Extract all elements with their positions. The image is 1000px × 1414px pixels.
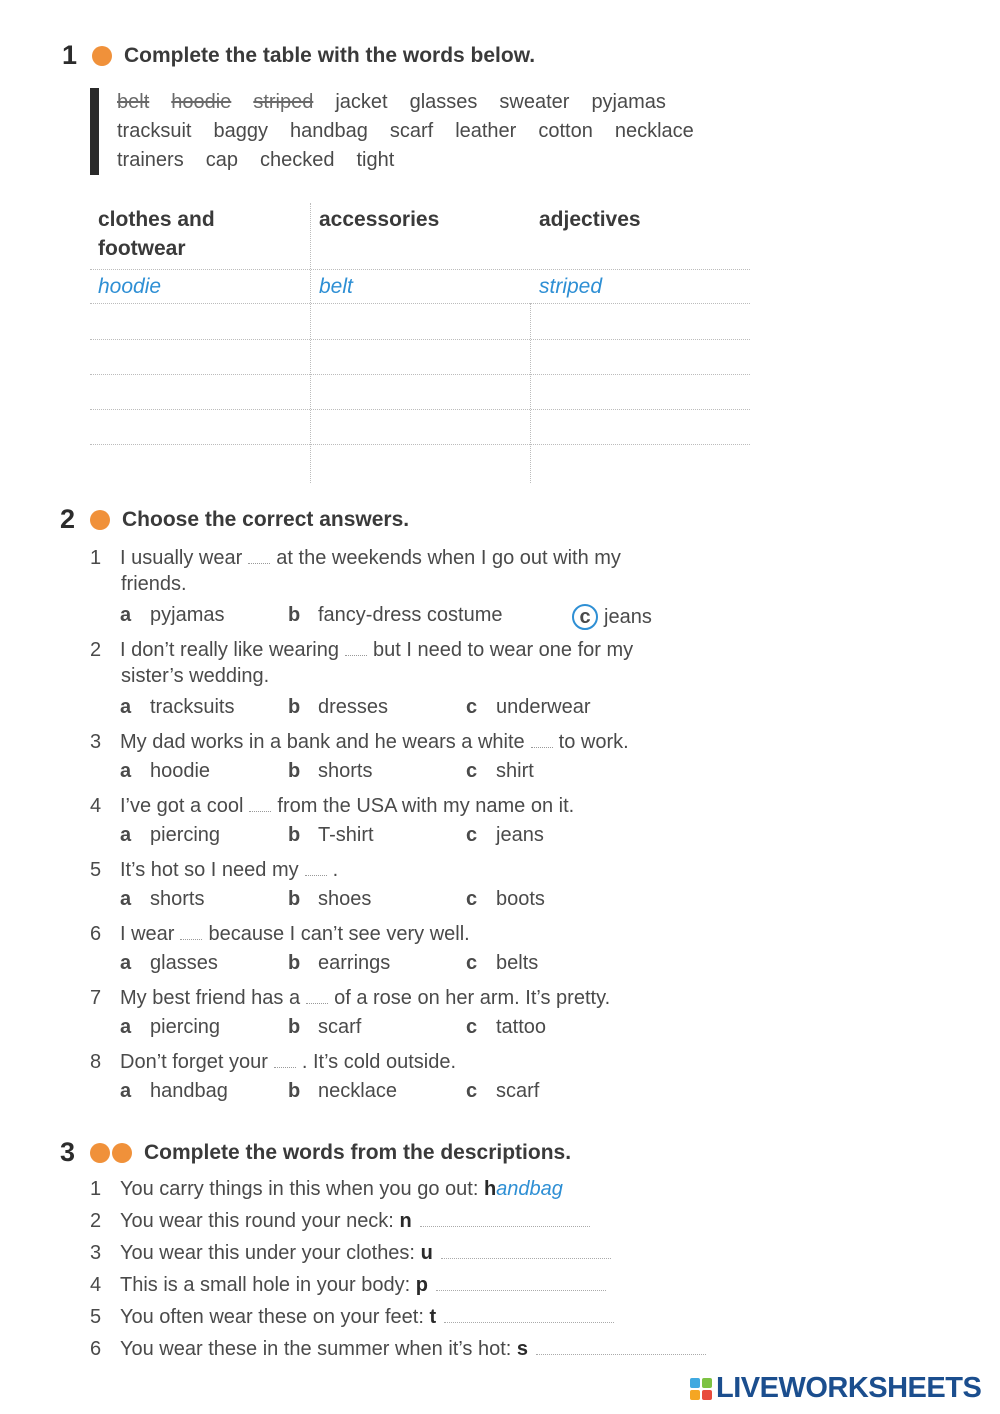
word-box-line (117, 146, 740, 175)
vocabulary-table (90, 203, 750, 483)
answer-options (120, 824, 720, 854)
word-start-letter: p (415, 1274, 428, 1296)
option-letter: c (572, 604, 598, 630)
option-letter: b (288, 1080, 301, 1102)
answer-option-b[interactable] (288, 604, 503, 627)
option-letter: a (120, 824, 132, 846)
answer-option-a[interactable] (120, 1016, 220, 1039)
answer-blank[interactable] (444, 1307, 614, 1323)
description-text: You wear this round your neck: (120, 1210, 394, 1232)
word-box-word: cap (205, 149, 238, 171)
option-text: shirt (496, 760, 534, 782)
word-box-word: trainers (117, 149, 184, 171)
logo-text: LIVEWORKSHEETS (716, 1372, 982, 1404)
question-text-before: I’ve got a cool (120, 795, 244, 817)
description-item (90, 1210, 590, 1233)
option-text: dresses (318, 696, 389, 718)
answer-option-b[interactable] (288, 696, 388, 719)
question-text-after: . It’s cold outside. (301, 1051, 457, 1073)
answer-option-a[interactable] (120, 604, 224, 627)
table-example-accessories: belt (319, 275, 353, 298)
option-text: earrings (318, 952, 391, 974)
description-text: You wear these in the summer when it’s hot: (120, 1338, 512, 1360)
description-item (90, 1178, 563, 1201)
question-text-after: because I can’t see very well. (208, 923, 470, 945)
description-text: You carry things in this when you go out: (120, 1178, 479, 1200)
exercise-title: Complete the table with the words below. (124, 43, 536, 67)
option-letter: a (120, 696, 132, 718)
exercise-title: Choose the correct answers. (122, 507, 410, 531)
answer-gap[interactable] (345, 640, 367, 656)
answer-options (120, 760, 720, 790)
table-header-clothes: clothes and footwear (98, 208, 215, 260)
answer-gap[interactable] (531, 732, 553, 748)
word-box-word: striped (253, 91, 314, 113)
difficulty-dot-icon (112, 1143, 132, 1163)
option-letter: c (466, 824, 478, 846)
option-text: handbag (150, 1080, 228, 1102)
answer-option-a[interactable] (120, 888, 204, 911)
option-letter: a (120, 1080, 132, 1102)
word-box-word: glasses (409, 91, 478, 113)
option-letter: a (120, 1016, 132, 1038)
answer-options (120, 604, 720, 634)
word-box-word: checked (259, 149, 335, 171)
question-number: 6 (90, 923, 102, 945)
question-text-before: I usually wear (120, 547, 243, 569)
question-number: 7 (90, 987, 102, 1009)
option-text: shorts (150, 888, 205, 910)
question (90, 728, 629, 757)
word-box-word: jacket (335, 91, 388, 113)
question-text-after: but I need to wear one for my (373, 639, 634, 661)
question-text-before: Don’t forget your (120, 1051, 268, 1073)
item-number: 6 (90, 1338, 102, 1360)
option-letter: b (288, 1016, 301, 1038)
question-continuation: friends. (121, 573, 187, 595)
answer-gap[interactable] (274, 1052, 296, 1068)
question (90, 984, 610, 1013)
option-letter: c (466, 1016, 478, 1038)
option-letter: a (120, 888, 132, 910)
answer-options (120, 1080, 720, 1110)
question (90, 544, 621, 573)
option-letter: c (466, 888, 478, 910)
answer-option-a[interactable] (120, 760, 210, 783)
answer-option-c[interactable] (466, 888, 545, 911)
answer-option-c[interactable] (466, 824, 544, 847)
question (90, 856, 338, 885)
option-letter: c (466, 760, 478, 782)
word-box-word: leather (455, 120, 517, 142)
answer-option-c[interactable] (466, 952, 538, 975)
word-start-letter: s (516, 1338, 529, 1360)
answer-options (120, 1016, 720, 1046)
exercise-number: 2 (60, 504, 76, 534)
description-text: You wear this under your clothes: (120, 1242, 415, 1264)
answer-option-b[interactable] (288, 888, 371, 911)
question (90, 636, 633, 665)
option-text: piercing (150, 824, 221, 846)
option-text: necklace (318, 1080, 397, 1102)
word-start-letter: n (399, 1210, 412, 1232)
word-box-word: tracksuit (117, 120, 192, 142)
word-box-word: cotton (538, 120, 593, 142)
word-box-word: belt (117, 91, 150, 113)
word-box (90, 88, 740, 175)
difficulty-dots (90, 510, 110, 530)
question-text-before: My dad works in a bank and he wears a white (120, 731, 525, 753)
word-box-word: baggy (213, 120, 268, 142)
question (90, 1048, 456, 1077)
question-number: 2 (90, 639, 102, 661)
exercise-2-header (60, 504, 409, 535)
option-text: underwear (496, 696, 591, 718)
difficulty-dots (92, 46, 112, 66)
option-text: hoodie (150, 760, 211, 782)
item-number: 3 (90, 1242, 102, 1264)
question-text-after: of a rose on her arm. It’s pretty. (334, 987, 611, 1009)
exercise-number: 1 (62, 40, 78, 70)
word-box-word: tight (356, 149, 395, 171)
option-letter: a (120, 604, 132, 626)
answer-option-c[interactable] (578, 604, 652, 630)
word-box-word: pyjamas (591, 91, 666, 113)
exercise-title: Complete the words from the descriptions. (144, 1140, 572, 1164)
answer-options (120, 696, 720, 726)
word-box-word: scarf (389, 120, 434, 142)
option-letter: b (288, 760, 301, 782)
word-box-line (117, 88, 740, 117)
item-number: 1 (90, 1178, 102, 1200)
option-text: tattoo (496, 1016, 547, 1038)
answer-blank[interactable] (420, 1211, 590, 1227)
question-number: 1 (90, 547, 102, 569)
table-example-adjectives: striped (539, 275, 603, 298)
word-box-word: necklace (614, 120, 694, 142)
description-item (90, 1306, 614, 1329)
option-text: jeans (604, 606, 652, 628)
word-box-word: hoodie (171, 91, 232, 113)
answer-option-b[interactable] (288, 952, 390, 975)
exercise-1-header (62, 40, 535, 71)
table-example-clothes: hoodie (98, 275, 162, 298)
answer-option-c[interactable] (466, 1080, 539, 1103)
answer-option-b[interactable] (288, 760, 372, 783)
option-text: glasses (150, 952, 218, 974)
option-letter: b (288, 824, 301, 846)
answer-gap[interactable] (180, 924, 202, 940)
option-text: jeans (496, 824, 544, 846)
question-text-after: to work. (558, 731, 629, 753)
answer-gap[interactable] (249, 796, 271, 812)
answer-gap[interactable] (305, 860, 327, 876)
option-text: shoes (318, 888, 372, 910)
table-header-accessories: accessories (319, 208, 440, 231)
question-number: 3 (90, 731, 102, 753)
question-text-before: It’s hot so I need my (120, 859, 299, 881)
option-text: fancy-dress costume (318, 604, 503, 626)
question-text-after: at the weekends when I go out with my (276, 547, 621, 569)
word-box-word: sweater (499, 91, 570, 113)
difficulty-dot-icon (90, 1143, 110, 1163)
answer-blank[interactable] (436, 1275, 606, 1291)
description-text: This is a small hole in your body: (120, 1274, 411, 1296)
option-text: boots (496, 888, 545, 910)
question-number: 4 (90, 795, 102, 817)
table-header-adjectives: adjectives (539, 208, 641, 231)
option-letter: c (466, 952, 478, 974)
item-number: 2 (90, 1210, 102, 1232)
question-number: 5 (90, 859, 102, 881)
logo-mark-icon (690, 1378, 712, 1400)
answer-option-c[interactable] (466, 696, 591, 719)
difficulty-dot-icon (92, 46, 112, 66)
option-letter: c (466, 696, 478, 718)
answer-gap[interactable] (306, 988, 328, 1004)
answer-gap[interactable] (248, 548, 270, 564)
question-text-after: from the USA with my name on it. (277, 795, 575, 817)
option-letter: a (120, 760, 132, 782)
word-start-letter: t (429, 1306, 437, 1328)
option-text: tracksuits (150, 696, 235, 718)
difficulty-dot-icon (90, 510, 110, 530)
answer-option-c[interactable] (466, 1016, 546, 1039)
question-number: 8 (90, 1051, 102, 1073)
answer-option-b[interactable] (288, 824, 374, 847)
exercise-3-header (60, 1137, 571, 1168)
question-text-before: My best friend has a (120, 987, 301, 1009)
question-text-before: I wear (120, 923, 175, 945)
question-text-before: I don’t really like wearing (120, 639, 339, 661)
difficulty-dots (90, 1143, 132, 1163)
answer-blank[interactable] (536, 1339, 706, 1355)
option-letter: c (466, 1080, 478, 1102)
option-text: belts (496, 952, 539, 974)
question-text-after: . (332, 859, 339, 881)
option-text: scarf (496, 1080, 540, 1102)
description-item (90, 1242, 611, 1265)
answer-option-b[interactable] (288, 1080, 397, 1103)
word-box-line (117, 117, 740, 146)
answer-option-a[interactable] (120, 696, 234, 719)
option-text: T-shirt (318, 824, 374, 846)
answer-options (120, 888, 720, 918)
option-letter: a (120, 952, 132, 974)
answer-option-a[interactable] (120, 952, 218, 975)
description-text: You often wear these on your feet: (120, 1306, 424, 1328)
description-item (90, 1338, 706, 1361)
option-text: pyjamas (150, 604, 225, 626)
answer-option-a[interactable] (120, 1080, 228, 1103)
item-number: 5 (90, 1306, 102, 1328)
question (90, 920, 470, 949)
answer-option-a[interactable] (120, 824, 220, 847)
word-start-letter: u (420, 1242, 433, 1264)
option-letter: b (288, 696, 301, 718)
answer-option-b[interactable] (288, 1016, 361, 1039)
liveworksheets-logo[interactable] (690, 1372, 981, 1405)
answer-option-c[interactable] (466, 760, 534, 783)
option-text: scarf (318, 1016, 362, 1038)
answer-options (120, 952, 720, 982)
exercise-number: 3 (60, 1137, 76, 1167)
question-continuation: sister’s wedding. (121, 665, 270, 687)
option-text: piercing (150, 1016, 221, 1038)
answer-blank[interactable] (441, 1243, 611, 1259)
word-start-letter: h (483, 1178, 497, 1200)
word-box-word: handbag (289, 120, 368, 142)
example-answer: andbag (496, 1178, 563, 1200)
item-number: 4 (90, 1274, 102, 1296)
option-text: shorts (318, 760, 373, 782)
option-letter: b (288, 604, 301, 626)
question (90, 792, 574, 821)
option-letter: b (288, 888, 301, 910)
option-letter: b (288, 952, 301, 974)
description-item (90, 1274, 606, 1297)
